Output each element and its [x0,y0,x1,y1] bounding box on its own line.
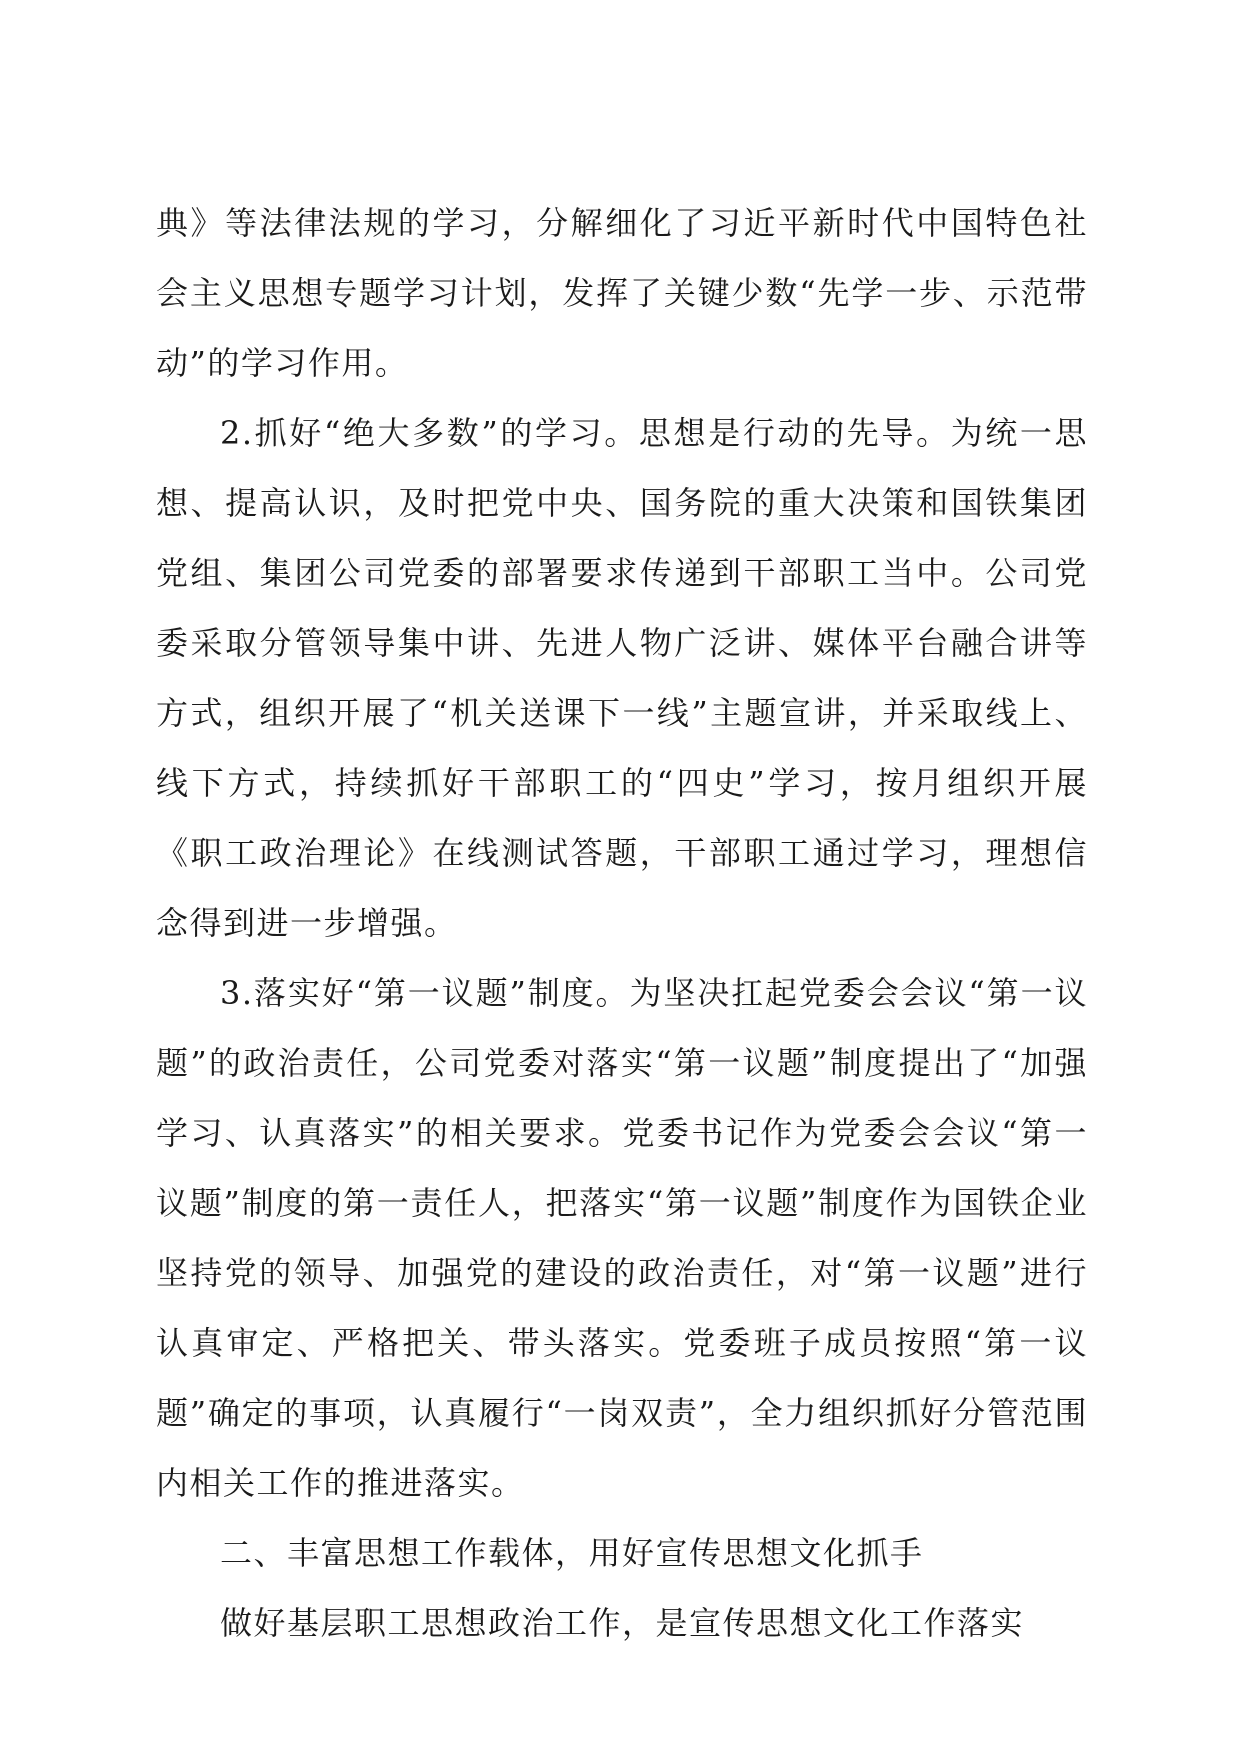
paragraph-section-2-intro: 做好基层职工思想政治工作，是宣传思想文化工作落实 [220,1604,1025,1642]
section-heading-2: 二、丰富思想工作载体，用好宣传思想文化抓手 [220,1534,924,1572]
paragraph-item-2: 2.抓好“绝大多数”的学习。思想是行动的先导。为统一思想、提高认识，及时把党中央、国务院的重大决策和国铁集团党组、集团公司党委的部署要求传递到干部职工当中。公司党委采取分管领导集中讲、先进人物广泛讲、媒体平台融合讲等方式，组织开展了“机关送课下一线”主题宣讲，并采取线上、线下方式，持续抓好干部职工的“四史”学习，按月组织开展《职工政治理论》在线测试答题，干部职工通过学习，理想信念得到进一步增强。 [156,414,1088,942]
paragraph-continued: 典》等法律法规的学习，分解细化了习近平新时代中国特色社会主义思想专题学习计划，发挥了关键少数“先学一步、示范带动”的学习作用。 [156,204,1088,382]
paragraph-item-3: 3.落实好“第一议题”制度。为坚决扛起党委会会议“第一议题”的政治责任，公司党委对落实“第一议题”制度提出了“加强学习、认真落实”的相关要求。党委书记作为党委会会议“第一议题”制度的第一责任人，把落实“第一议题”制度作为国铁企业坚持党的领导、加强党的建设的政治责任，对“第一议题”进行认真审定、严格把关、带头落实。党委班子成员按照“第一议题”确定的事项，认真履行“一岗双责”，全力组织抓好分管范围内相关工作的推进落实。 [156,974,1088,1502]
document-body [156,188,1088,1658]
